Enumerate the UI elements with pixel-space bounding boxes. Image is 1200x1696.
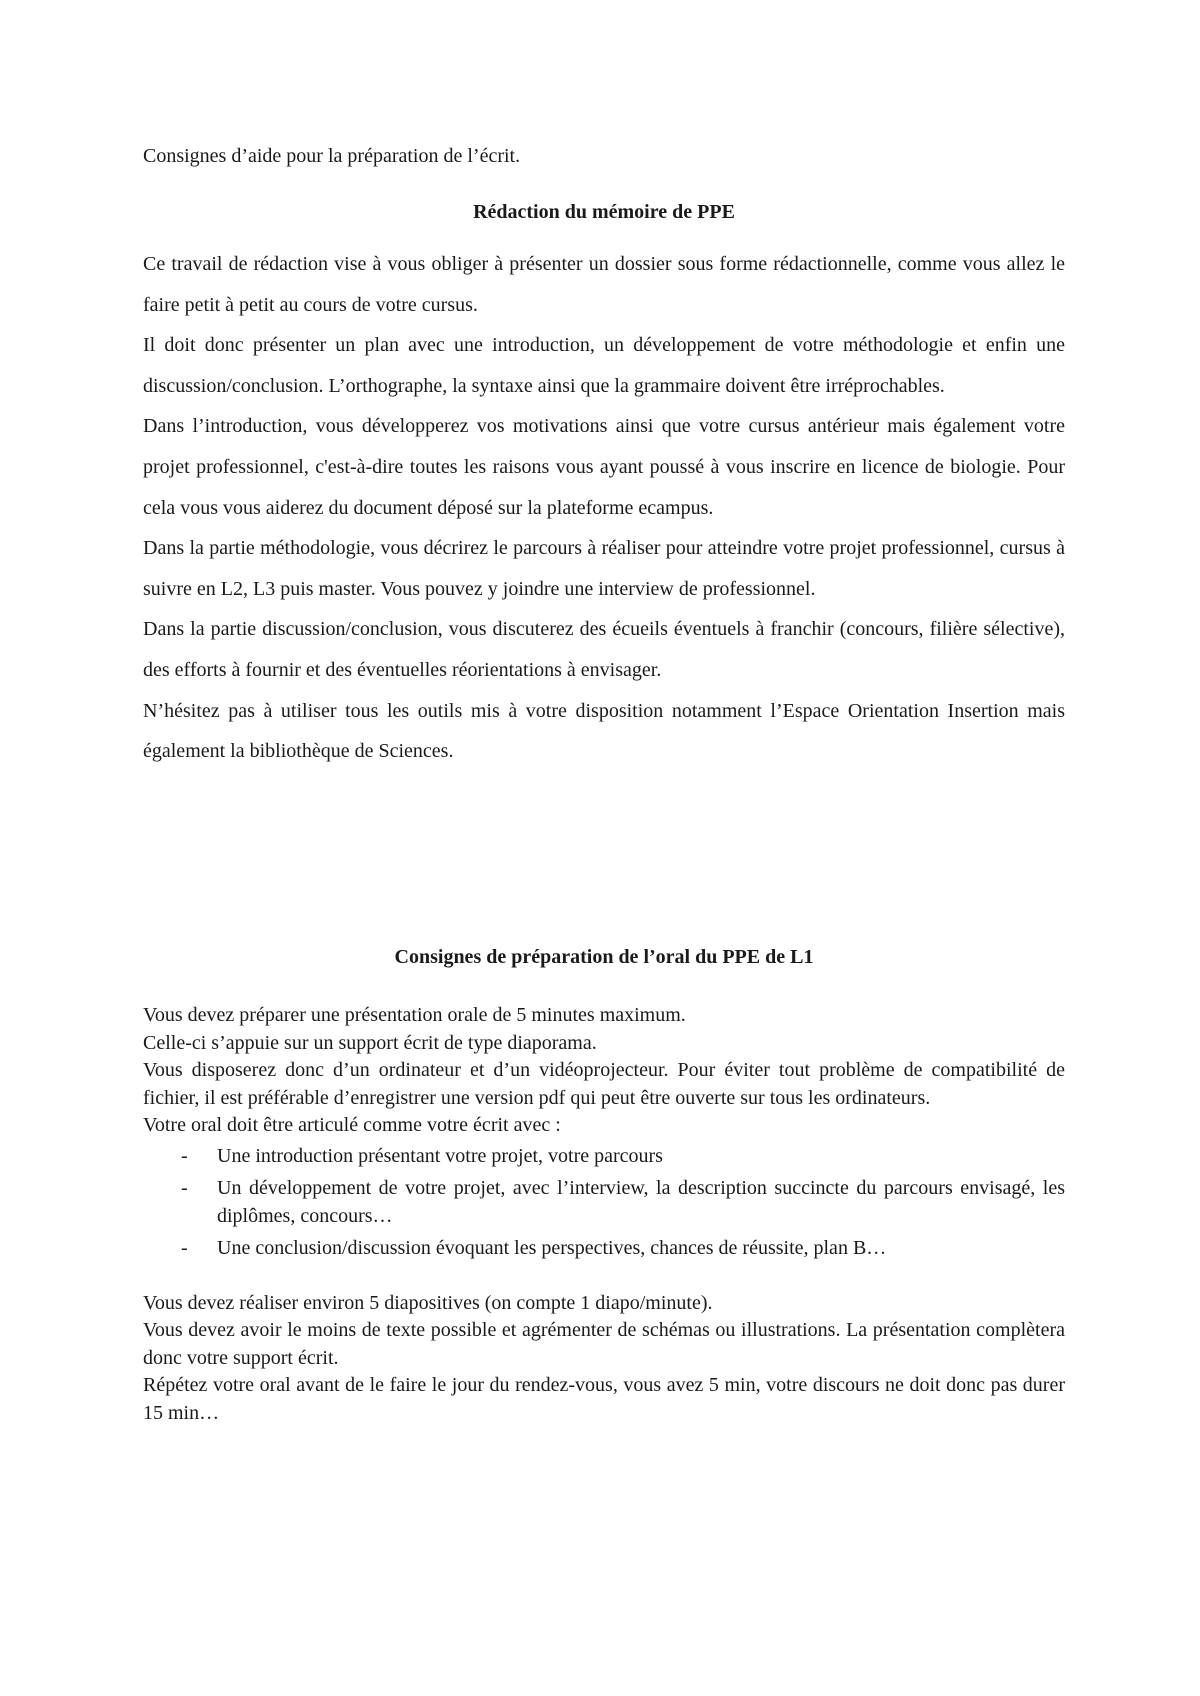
paragraph: Répétez votre oral avant de le faire le jour du rendez-vous, vous avez 5 min, votre discours ne doit donc pas durer 15 min… <box>143 1374 1065 1424</box>
paragraph: Vous devez réaliser environ 5 diapositives (on compte 1 diapo/minute). <box>143 1291 713 1314</box>
section-title-written: Rédaction du mémoire de PPE <box>473 201 735 223</box>
paragraph: Vous devez préparer une présentation orale de 5 minutes maximum. <box>143 1004 686 1026</box>
paragraph: Dans la partie discussion/conclusion, vous discuterez des écueils éventuels à franchir (concours, filière sélective), des efforts à fournir et des éventuelles réorientations à envisager. <box>143 618 1065 681</box>
paragraph: Votre oral doit être articulé comme votre écrit avec : <box>143 1114 561 1136</box>
bullet-dash: - <box>181 1144 188 1167</box>
paragraph: Dans la partie méthodologie, vous décrirez le parcours à réaliser pour atteindre votre projet professionnel, cursus à suivre en L2, L3 puis master. Vous pouvez y joindre une interview de professionnel. <box>143 537 1065 600</box>
section-oral-body <box>143 1002 1065 1427</box>
list-item-text: Une introduction présentant votre projet, votre parcours <box>217 1144 663 1167</box>
paragraph: N’hésitez pas à utiliser tous les outils mis à votre disposition notamment l’Espace Orientation Insertion mais également la bibliothèque de Sciences. <box>143 699 1065 763</box>
paragraph: Celle-ci s’appuie sur un support écrit de type diaporama. <box>143 1031 597 1054</box>
section-written-body <box>143 244 1065 772</box>
intro-line: Consignes d’aide pour la préparation de l’écrit. <box>143 145 521 167</box>
paragraph: Vous disposerez donc d’un ordinateur et d’un vidéoprojecteur. Pour éviter tout problème de compatibilité de fichier, il est préférable d’enregistrer une version pdf qui peut être ouverte sur tous les ordinateurs. <box>143 1059 1065 1109</box>
list-item-text: Un développement de votre projet, avec l’interview, la description succincte du parcours envisagé, les diplômes, concours… <box>217 1177 1065 1227</box>
list-item-text: Une conclusion/discussion évoquant les perspectives, chances de réussite, plan B… <box>217 1237 887 1259</box>
bullet-dash: - <box>181 1177 188 1199</box>
paragraph: Dans l’introduction, vous développerez vos motivations ainsi que votre cursus antérieur mais également votre projet professionnel, c'est-à-dire toutes les raisons vous ayant poussé à vous inscrire en licence de biologie. Pour cela vous vous aiderez du document déposé sur la plateforme ecampus. <box>143 415 1065 519</box>
bullet-list <box>143 1143 1065 1263</box>
bullet-dash: - <box>181 1237 188 1259</box>
paragraph: Il doit donc présenter un plan avec une introduction, un développement de votre méthodologie et enfin une discussion/conclusion. L’orthographe, la syntaxe ainsi que la grammaire doivent être irréprochables. <box>143 334 1065 397</box>
paragraph: Vous devez avoir le moins de texte possible et agrémenter de schémas ou illustrations. La présentation complètera donc votre support écrit. <box>143 1319 1065 1369</box>
list-item <box>143 1143 1065 1171</box>
paragraph: Ce travail de rédaction vise à vous obliger à présenter un dossier sous forme rédactionnelle, comme vous allez le faire petit à petit au cours de votre cursus. <box>143 253 1065 316</box>
list-item <box>143 1175 1065 1230</box>
list-item <box>143 1235 1065 1263</box>
section-title-oral: Consignes de préparation de l’oral du PPE de L1 <box>394 946 814 968</box>
